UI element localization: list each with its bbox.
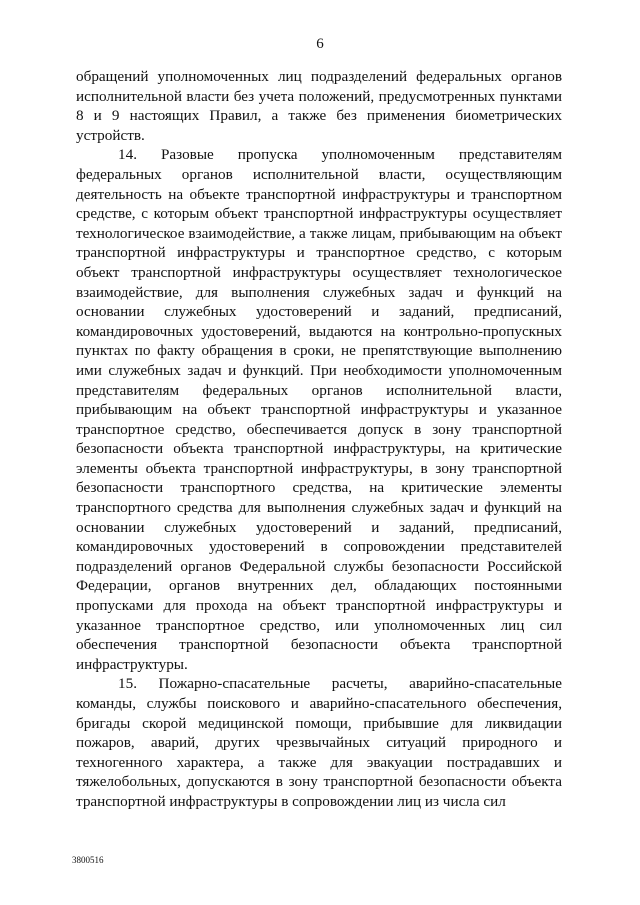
page-number: 6 — [316, 36, 324, 52]
document-body — [76, 67, 562, 812]
paragraph-14: 14. Разовые пропуска уполномоченным представителям федеральных органов исполнительной власти, осуществляющим деятельность на объекте транспортной инфраструктуры и транспортном средстве, с которым объект транспортной инфраструктуры осуществляет технологическое взаимодействие, а также лицам, прибывающим на объект транспортной инфраструктуры и транспортное средство, с которым объект транспортной инфраструктуры осуществляет технологическое взаимодействие, для выполнения служебных задач и функций на основании служебных удостоверений и заданий, предписаний, командировочных удостоверений, выдаются на контрольно-пропускных пунктах по факту обращения в сроки, не препятствующие выполнению ими служебных задач и функций. При необходимости уполномоченным представителям федеральных органов исполнительной власти, прибывающим на объект транспортной инфраструктуры и указанное транспортное средство, обеспечивается допуск в зону транспортной безопасности объекта транспортной инфраструктуры, на критические элементы объекта транспортной инфраструктуры, в зону транспортной безопасности транспортного средства, на критические элементы транспортного средства для выполнения служебных задач и функций на основании служебных удостоверений и заданий, предписаний, командировочных удостоверений в сопровождении представителей подразделений органов Федеральной службы безопасности Российской Федерации, органов внутренних дел, обладающих постоянными пропусками для прохода на объект транспортной инфраструктуры и указанное транспортное средство, или уполномоченных лиц сил обеспечения транспортной безопасности объекта транспортной инфраструктуры. — [76, 146, 562, 673]
paragraph-continuation: обращений уполномоченных лиц подразделений федеральных органов исполнительной власти без учета положений, предусмотренных пунктами 8 и 9 настоящих Правил, а также без применения биометрических устройств. — [76, 68, 562, 144]
paragraph-15: 15. Пожарно-спасательные расчеты, аварийно-спасательные команды, службы поискового и аварийно-спасательного обеспечения, бригады скорой медицинской помощи, прибывшие для ликвидации пожаров, аварий, других чрезвычайных ситуаций природного и техногенного характера, а также для эвакуации пострадавших и тяжелобольных, допускаются в зону транспортной безопасности объекта транспортной инфраструктуры в сопровождении лиц из числа сил — [76, 675, 562, 810]
document-code: 3800516 — [72, 855, 104, 865]
